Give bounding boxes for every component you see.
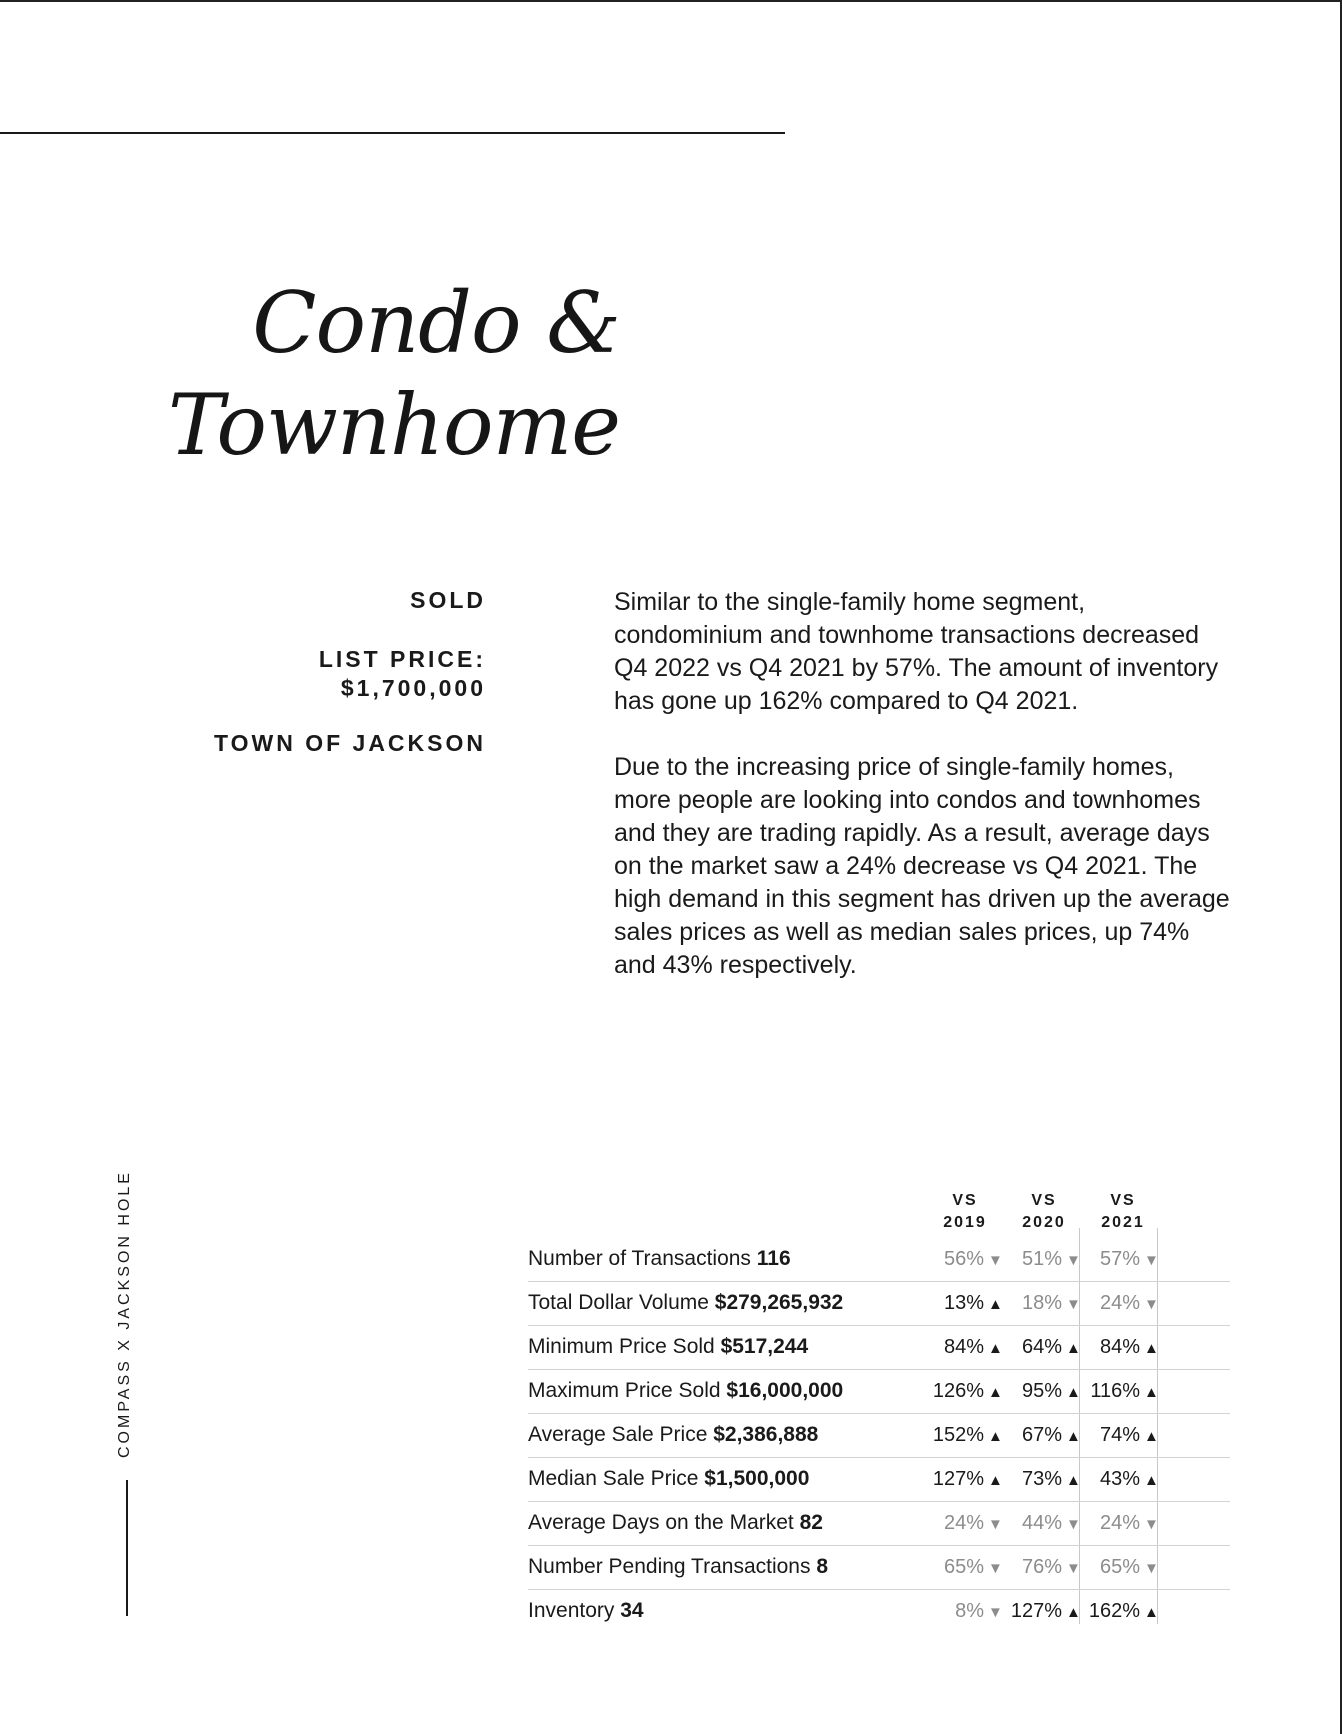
- list-price: [150, 645, 486, 703]
- change-cell-2019: [926, 1248, 1002, 1271]
- metric-label: [528, 1599, 644, 1623]
- metric-name: Number Pending Transactions: [528, 1555, 811, 1578]
- triangle-down-icon: ▼: [988, 1516, 1003, 1533]
- change-cell-2021: [1082, 1248, 1158, 1271]
- triangle-down-icon: ▼: [1066, 1560, 1081, 1577]
- page-border-top: [0, 0, 1342, 2]
- column-header-year: 2019: [943, 1214, 987, 1231]
- triangle-up-icon: ▲: [1144, 1384, 1159, 1401]
- triangle-down-icon: ▼: [988, 1252, 1003, 1269]
- change-cell-2019: [926, 1424, 1002, 1447]
- metric-label: [528, 1335, 808, 1359]
- metric-name: Average Sale Price: [528, 1423, 708, 1446]
- change-cell-2021: [1082, 1468, 1158, 1491]
- metric-name: Maximum Price Sold: [528, 1379, 721, 1402]
- change-percent: 116%: [1090, 1380, 1140, 1402]
- table-row: [528, 1590, 1230, 1634]
- change-percent: 13%: [943, 1292, 984, 1314]
- change-cell-2019: [926, 1336, 1002, 1359]
- triangle-up-icon: ▲: [988, 1296, 1003, 1313]
- change-cell-2020: [1004, 1248, 1080, 1271]
- change-cell-2021: [1082, 1380, 1158, 1403]
- triangle-up-icon: ▲: [1066, 1384, 1081, 1401]
- metric-name: Number of Transactions: [528, 1247, 751, 1270]
- change-cell-2019: [926, 1468, 1002, 1491]
- list-price-value: $1,700,000: [340, 675, 486, 701]
- change-percent: 57%: [1099, 1248, 1140, 1270]
- change-percent: 67%: [1021, 1424, 1062, 1446]
- metric-value: 8: [816, 1555, 829, 1578]
- change-cell-2021: [1082, 1600, 1158, 1623]
- triangle-up-icon: ▲: [1144, 1604, 1159, 1621]
- change-percent: 18%: [1021, 1292, 1062, 1314]
- table-row: [528, 1238, 1230, 1282]
- change-cell-2019: [926, 1380, 1002, 1403]
- triangle-down-icon: ▼: [1066, 1252, 1081, 1269]
- column-header-vs: VS: [952, 1192, 978, 1209]
- column-header-year: 2020: [1022, 1214, 1066, 1231]
- table-row: [528, 1458, 1230, 1502]
- change-percent: 24%: [943, 1512, 984, 1534]
- metric-name: Total Dollar Volume: [528, 1291, 709, 1314]
- metric-name: Inventory: [528, 1599, 615, 1622]
- change-cell-2020: [1004, 1556, 1080, 1579]
- change-cell-2019: [926, 1512, 1002, 1535]
- column-header-2019: [926, 1190, 1004, 1234]
- metric-label: [528, 1555, 828, 1579]
- triangle-down-icon: ▼: [1144, 1252, 1159, 1269]
- summary-paragraph-2: Due to the increasing price of single-family homes, more people are looking into condos and townhomes and they are trading rapidly. As a result, average days on the market saw a 24% decrease vs Q4 2021. The high demand in this segment has driven up the average sales prices as well as median sales prices, up 74% and 43% respectively.: [614, 753, 1230, 979]
- triangle-down-icon: ▼: [988, 1560, 1003, 1577]
- change-cell-2021: [1082, 1424, 1158, 1447]
- metric-label: [528, 1291, 843, 1315]
- change-cell-2021: [1082, 1556, 1158, 1579]
- change-cell-2020: [1004, 1468, 1080, 1491]
- change-cell-2021: [1082, 1292, 1158, 1315]
- metric-label: [528, 1467, 809, 1491]
- top-divider: [0, 132, 785, 134]
- metric-value: 116: [756, 1247, 791, 1270]
- change-percent: 24%: [1099, 1512, 1140, 1534]
- triangle-down-icon: ▼: [1144, 1560, 1159, 1577]
- change-percent: 65%: [943, 1556, 984, 1578]
- change-cell-2020: [1004, 1600, 1080, 1623]
- change-cell-2020: [1004, 1512, 1080, 1535]
- change-cell-2019: [926, 1292, 1002, 1315]
- triangle-up-icon: ▲: [988, 1472, 1003, 1489]
- change-percent: 127%: [1010, 1600, 1062, 1622]
- change-percent: 56%: [943, 1248, 984, 1270]
- title-line-1: Condo &: [252, 274, 620, 372]
- triangle-up-icon: ▲: [988, 1428, 1003, 1445]
- listing-meta: [150, 586, 486, 788]
- triangle-down-icon: ▼: [1066, 1516, 1081, 1533]
- metric-value: 82: [799, 1511, 823, 1534]
- change-percent: 73%: [1021, 1468, 1062, 1490]
- triangle-up-icon: ▲: [1144, 1340, 1159, 1357]
- change-percent: 8%: [955, 1600, 984, 1622]
- change-cell-2020: [1004, 1292, 1080, 1315]
- column-header-vs: VS: [1110, 1192, 1136, 1209]
- change-percent: 64%: [1021, 1336, 1062, 1358]
- table-row: [528, 1546, 1230, 1590]
- page-title: [150, 272, 620, 476]
- list-price-label: LIST PRICE:: [318, 646, 486, 672]
- change-percent: 43%: [1099, 1468, 1140, 1490]
- table-row: [528, 1282, 1230, 1326]
- triangle-up-icon: ▲: [1066, 1340, 1081, 1357]
- change-cell-2020: [1004, 1424, 1080, 1447]
- table-row: [528, 1326, 1230, 1370]
- change-percent: 24%: [1099, 1292, 1140, 1314]
- metric-value: $517,244: [720, 1335, 809, 1358]
- column-header-2020: [1005, 1190, 1083, 1234]
- status-label: SOLD: [410, 587, 486, 613]
- triangle-up-icon: ▲: [1066, 1472, 1081, 1489]
- change-percent: 84%: [943, 1336, 984, 1358]
- side-rule: [126, 1480, 128, 1616]
- metric-value: 34: [620, 1599, 644, 1622]
- change-percent: 51%: [1021, 1248, 1062, 1270]
- triangle-down-icon: ▼: [988, 1604, 1003, 1621]
- change-cell-2021: [1082, 1336, 1158, 1359]
- table-row: [528, 1502, 1230, 1546]
- title-line-2: Townhome: [167, 376, 620, 474]
- triangle-up-icon: ▲: [1144, 1472, 1159, 1489]
- table-row: [528, 1414, 1230, 1458]
- triangle-up-icon: ▲: [1066, 1604, 1081, 1621]
- triangle-down-icon: ▼: [1144, 1296, 1159, 1313]
- change-cell-2020: [1004, 1380, 1080, 1403]
- triangle-down-icon: ▼: [1144, 1516, 1159, 1533]
- change-percent: 95%: [1021, 1380, 1062, 1402]
- change-cell-2020: [1004, 1336, 1080, 1359]
- change-percent: 162%: [1088, 1600, 1140, 1622]
- column-header-vs: VS: [1031, 1192, 1057, 1209]
- change-percent: 65%: [1099, 1556, 1140, 1578]
- market-summary: [614, 586, 1234, 1015]
- triangle-up-icon: ▲: [988, 1384, 1003, 1401]
- triangle-up-icon: ▲: [1144, 1428, 1159, 1445]
- change-percent: 84%: [1099, 1336, 1140, 1358]
- triangle-down-icon: ▼: [1066, 1296, 1081, 1313]
- change-cell-2019: [926, 1556, 1002, 1579]
- change-percent: 152%: [932, 1424, 984, 1446]
- side-brand-label: COMPASS X JACKSON HOLE: [116, 1170, 133, 1458]
- metric-label: [528, 1379, 843, 1403]
- triangle-up-icon: ▲: [1066, 1428, 1081, 1445]
- change-percent: 76%: [1021, 1556, 1062, 1578]
- summary-paragraph-1: Similar to the single-family home segment, condominium and townhome transactions decreased Q4 2022 vs Q4 2021 by 57%. The amount of inventory has gone up 162% compared to Q4 2021.: [614, 588, 1219, 715]
- column-header-year: 2021: [1101, 1214, 1145, 1231]
- change-cell-2021: [1082, 1512, 1158, 1535]
- change-percent: 126%: [932, 1380, 984, 1402]
- triangle-up-icon: ▲: [988, 1340, 1003, 1357]
- table-row: [528, 1370, 1230, 1414]
- metric-name: Minimum Price Sold: [528, 1335, 715, 1358]
- metric-name: Median Sale Price: [528, 1467, 699, 1490]
- metric-value: $1,500,000: [704, 1467, 810, 1490]
- metric-value: $16,000,000: [726, 1379, 844, 1402]
- change-percent: 44%: [1021, 1512, 1062, 1534]
- metric-value: $279,265,932: [714, 1291, 844, 1314]
- metric-label: [528, 1423, 818, 1447]
- metric-label: [528, 1511, 823, 1535]
- metric-value: $2,386,888: [713, 1423, 819, 1446]
- location-label: TOWN OF JACKSON: [213, 730, 486, 756]
- change-percent: 127%: [932, 1468, 984, 1490]
- column-header-2021: [1084, 1190, 1162, 1234]
- change-cell-2019: [926, 1600, 1002, 1623]
- metric-label: [528, 1247, 791, 1271]
- change-percent: 74%: [1099, 1424, 1140, 1446]
- metric-name: Average Days on the Market: [528, 1511, 794, 1534]
